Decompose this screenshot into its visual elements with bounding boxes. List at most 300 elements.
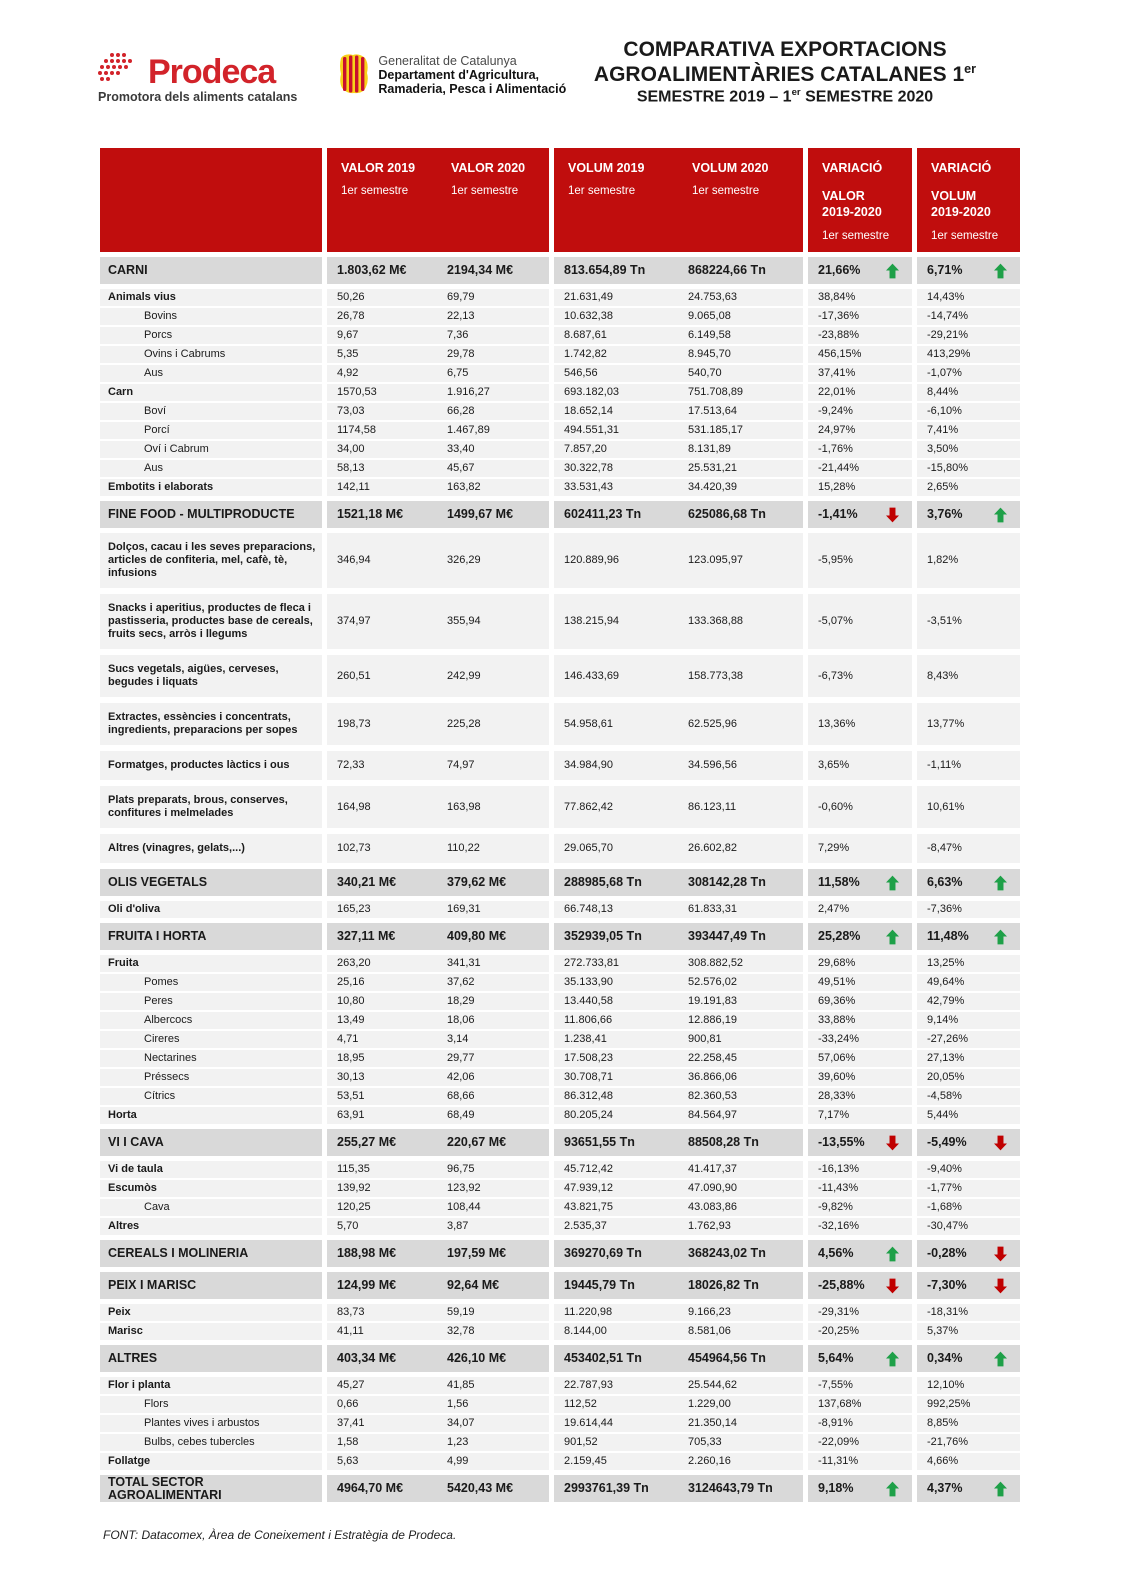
valor-2020-cell: 59,19 (437, 1304, 549, 1321)
volum-2019-cell: 602411,23 Tn (554, 501, 678, 528)
table-row (100, 1129, 1020, 1156)
category-cell: Peix (100, 1304, 322, 1321)
valor-2020-cell: 379,62 M€ (437, 869, 549, 896)
variacio-valor-cell: -11,31% (808, 1453, 912, 1470)
table-row (100, 1012, 1020, 1029)
table-row (100, 365, 1020, 382)
table-row (100, 955, 1020, 972)
valor-2020-cell: 1.467,89 (437, 422, 549, 439)
trend-down-icon (886, 507, 899, 523)
volum-2020-cell: 82.360,53 (678, 1088, 803, 1105)
table-row (100, 1272, 1020, 1299)
variacio-volum-cell: 27,13% (917, 1050, 1020, 1067)
variacio-volum-cell: -30,47% (917, 1218, 1020, 1235)
table-row (100, 923, 1020, 950)
valor-2020-cell: 32,78 (437, 1323, 549, 1340)
variacio-valor-cell: 25,28% (808, 923, 912, 950)
volum-2019-cell: 77.862,42 (554, 786, 678, 828)
valor-2019-cell: 124,99 M€ (327, 1272, 437, 1299)
volum-2020-cell: 368243,02 Tn (678, 1240, 803, 1267)
volum-2019-cell: 80.205,24 (554, 1107, 678, 1124)
table-row (100, 786, 1020, 828)
header-variacio-volum: VARIACIÓ VOLUM 2019-2020 1er semestre (917, 148, 1020, 252)
category-cell: Peres (100, 993, 322, 1010)
table-row (100, 901, 1020, 918)
table-row (100, 1415, 1020, 1432)
variacio-valor-cell: -20,25% (808, 1323, 912, 1340)
valor-2019-cell: 142,11 (327, 479, 437, 496)
variacio-volum-cell: -8,47% (917, 834, 1020, 863)
volum-2020-cell: 625086,68 Tn (678, 501, 803, 528)
variacio-volum-cell: 7,41% (917, 422, 1020, 439)
variacio-volum-cell: 13,25% (917, 955, 1020, 972)
volum-2019-cell: 2993761,39 Tn (554, 1475, 678, 1502)
volum-2019-cell: 30.708,71 (554, 1069, 678, 1086)
variacio-volum-cell: -4,58% (917, 1088, 1020, 1105)
volum-2020-cell: 24.753,63 (678, 289, 803, 306)
volum-2020-cell: 158.773,38 (678, 655, 803, 697)
volum-2019-cell: 43.821,75 (554, 1199, 678, 1216)
valor-2019-cell: 63,91 (327, 1107, 437, 1124)
category-cell: Animals vius (100, 289, 322, 306)
volum-2020-cell: 531.185,17 (678, 422, 803, 439)
variacio-valor-cell: -5,95% (808, 533, 912, 588)
valor-2020-cell: 6,75 (437, 365, 549, 382)
valor-2020-cell: 409,80 M€ (437, 923, 549, 950)
variacio-valor-cell: 69,36% (808, 993, 912, 1010)
trend-down-icon (994, 1246, 1007, 1262)
volum-2020-cell: 25.531,21 (678, 460, 803, 477)
volum-2020-cell: 62.525,96 (678, 703, 803, 745)
table-row (100, 1240, 1020, 1267)
category-cell: Fruita (100, 955, 322, 972)
variacio-volum-cell: -21,76% (917, 1434, 1020, 1451)
prodeca-dots-icon (98, 52, 142, 87)
valor-2020-cell: 225,28 (437, 703, 549, 745)
variacio-valor-cell: 7,29% (808, 834, 912, 863)
valor-2019-cell: 4964,70 M€ (327, 1475, 437, 1502)
trend-down-icon (994, 1135, 1007, 1151)
volum-2019-cell: 29.065,70 (554, 834, 678, 863)
generalitat-line2: Departament d'Agricultura, (378, 68, 540, 82)
variacio-volum-cell: 49,64% (917, 974, 1020, 991)
valor-2020-cell: 341,31 (437, 955, 549, 972)
variacio-valor-cell: -7,55% (808, 1377, 912, 1394)
table-row (100, 1434, 1020, 1451)
valor-2019-cell: 115,35 (327, 1161, 437, 1178)
volum-2019-cell: 138.215,94 (554, 594, 678, 649)
category-cell: Aus (100, 365, 322, 382)
header-valor-group (327, 148, 549, 252)
valor-2020-cell: 197,59 M€ (437, 1240, 549, 1267)
header-variacio-valor: VARIACIÓ VALOR 2019-2020 1er semestre (808, 148, 912, 252)
volum-2020-cell: 308.882,52 (678, 955, 803, 972)
category-cell: Bulbs, cebes tubercles (100, 1434, 322, 1451)
valor-2019-cell: 5,63 (327, 1453, 437, 1470)
table-row (100, 1031, 1020, 1048)
volum-2020-cell: 393447,49 Tn (678, 923, 803, 950)
volum-2019-cell: 546,56 (554, 365, 678, 382)
category-cell: Carn (100, 384, 322, 401)
volum-2020-cell: 36.866,06 (678, 1069, 803, 1086)
valor-2020-cell: 42,06 (437, 1069, 549, 1086)
valor-2019-cell: 340,21 M€ (327, 869, 437, 896)
category-cell: Dolços, cacau i les seves preparacions, articles de confiteria, mel, cafè, tè, infusions (100, 533, 322, 588)
variacio-valor-cell: 38,84% (808, 289, 912, 306)
valor-2019-cell: 37,41 (327, 1415, 437, 1432)
table-row (100, 1088, 1020, 1105)
trend-up-icon (994, 507, 1007, 523)
valor-2019-cell: 164,98 (327, 786, 437, 828)
category-cell: Formatges, productes làctics i ous (100, 751, 322, 780)
variacio-valor-cell: -16,13% (808, 1161, 912, 1178)
volum-2019-cell: 813.654,89 Tn (554, 257, 678, 284)
variacio-volum-cell: -18,31% (917, 1304, 1020, 1321)
variacio-volum-cell: 4,37% (917, 1475, 1020, 1502)
category-cell: CEREALS I MOLINERIA (100, 1240, 322, 1267)
variacio-valor-cell: -23,88% (808, 327, 912, 344)
table-row (100, 533, 1020, 588)
valor-2020-cell: 220,67 M€ (437, 1129, 549, 1156)
variacio-valor-cell: 4,56% (808, 1240, 912, 1267)
volum-2019-cell: 13.440,58 (554, 993, 678, 1010)
category-cell: Snacks i aperitius, productes de fleca i pastisseria, productes base de cereals, fruits secs, arròs i llegums (100, 594, 322, 649)
table-row (100, 1475, 1020, 1502)
volum-2019-cell: 45.712,42 (554, 1161, 678, 1178)
table-row (100, 346, 1020, 363)
category-cell: Plantes vives i arbustos (100, 1415, 322, 1432)
variacio-volum-cell: 1,82% (917, 533, 1020, 588)
table-row (100, 460, 1020, 477)
volum-2020-cell: 540,70 (678, 365, 803, 382)
category-cell: Embotits i elaborats (100, 479, 322, 496)
trend-up-icon (886, 1351, 899, 1367)
variacio-valor-cell: -9,82% (808, 1199, 912, 1216)
title-line3: SEMESTRE 2019 – 1er SEMESTRE 2020 (636, 87, 934, 106)
variacio-volum-cell: -29,21% (917, 327, 1020, 344)
generalitat-text (378, 54, 566, 96)
senyera-icon (339, 54, 369, 99)
table-row (100, 1396, 1020, 1413)
valor-2020-cell: 7,36 (437, 327, 549, 344)
category-cell: Follatge (100, 1453, 322, 1470)
volum-2019-cell: 21.631,49 (554, 289, 678, 306)
trend-down-icon (886, 1135, 899, 1151)
variacio-valor-cell: -21,44% (808, 460, 912, 477)
volum-2019-cell: 22.787,93 (554, 1377, 678, 1394)
table-row (100, 1161, 1020, 1178)
valor-2020-cell: 169,31 (437, 901, 549, 918)
variacio-volum-cell: 413,29% (917, 346, 1020, 363)
valor-2019-cell: 10,80 (327, 993, 437, 1010)
variacio-volum-cell: 8,43% (917, 655, 1020, 697)
volum-2019-cell: 11.220,98 (554, 1304, 678, 1321)
valor-2019-cell: 1,58 (327, 1434, 437, 1451)
valor-2019-cell: 102,73 (327, 834, 437, 863)
volum-2019-cell: 453402,51 Tn (554, 1345, 678, 1372)
table-row (100, 257, 1020, 284)
table-row (100, 289, 1020, 306)
valor-2019-cell: 120,25 (327, 1199, 437, 1216)
variacio-volum-cell: 6,71% (917, 257, 1020, 284)
prodeca-logo (98, 52, 297, 104)
source-note: FONT: Datacomex, Àrea de Coneixement i Estratègia de Prodeca. (103, 1528, 457, 1542)
valor-2019-cell: 73,03 (327, 403, 437, 420)
generalitat-line1: Generalitat de Catalunya (378, 54, 517, 68)
valor-2020-cell: 326,29 (437, 533, 549, 588)
valor-2019-cell: 5,70 (327, 1218, 437, 1235)
valor-2020-cell: 37,62 (437, 974, 549, 991)
table-row (100, 1199, 1020, 1216)
category-cell: Plats preparats, brous, conserves, confitures i melmelades (100, 786, 322, 828)
valor-2020-cell: 242,99 (437, 655, 549, 697)
category-cell: Marisc (100, 1323, 322, 1340)
variacio-valor-cell: -25,88% (808, 1272, 912, 1299)
volum-2019-cell: 2.535,37 (554, 1218, 678, 1235)
volum-2020-cell: 88508,28 Tn (678, 1129, 803, 1156)
table-row (100, 327, 1020, 344)
variacio-valor-cell: -9,24% (808, 403, 912, 420)
variacio-volum-cell: 5,44% (917, 1107, 1020, 1124)
volum-2019-cell: 10.632,38 (554, 308, 678, 325)
trend-up-icon (994, 929, 1007, 945)
volum-2019-cell: 86.312,48 (554, 1088, 678, 1105)
volum-2020-cell: 133.368,88 (678, 594, 803, 649)
category-cell: VI I CAVA (100, 1129, 322, 1156)
variacio-valor-cell: -8,91% (808, 1415, 912, 1432)
category-cell: ALTRES (100, 1345, 322, 1372)
valor-2020-cell: 355,94 (437, 594, 549, 649)
variacio-volum-cell: -7,36% (917, 901, 1020, 918)
variacio-volum-cell: 9,14% (917, 1012, 1020, 1029)
variacio-valor-cell: -33,24% (808, 1031, 912, 1048)
variacio-volum-cell: -27,26% (917, 1031, 1020, 1048)
variacio-valor-cell: 5,64% (808, 1345, 912, 1372)
table-row (100, 1218, 1020, 1235)
table-row (100, 308, 1020, 325)
table-row (100, 403, 1020, 420)
variacio-volum-cell: 20,05% (917, 1069, 1020, 1086)
valor-2019-cell: 198,73 (327, 703, 437, 745)
valor-2019-cell: 26,78 (327, 308, 437, 325)
variacio-valor-cell: -0,60% (808, 786, 912, 828)
category-cell: Extractes, essències i concentrats, ingredients, preparacions per sopes (100, 703, 322, 745)
category-cell: Oví i Cabrum (100, 441, 322, 458)
volum-2019-cell: 33.531,43 (554, 479, 678, 496)
category-cell: CARNI (100, 257, 322, 284)
valor-2020-cell: 74,97 (437, 751, 549, 780)
variacio-valor-cell: 57,06% (808, 1050, 912, 1067)
volum-2020-cell: 26.602,82 (678, 834, 803, 863)
valor-2019-cell: 1.803,62 M€ (327, 257, 437, 284)
valor-2019-cell: 0,66 (327, 1396, 437, 1413)
table-row (100, 1050, 1020, 1067)
valor-2020-cell: 1499,67 M€ (437, 501, 549, 528)
exports-table (100, 148, 1020, 1507)
valor-2019-cell: 403,34 M€ (327, 1345, 437, 1372)
valor-2020-cell: 96,75 (437, 1161, 549, 1178)
category-cell: FRUITA I HORTA (100, 923, 322, 950)
variacio-volum-cell: 8,44% (917, 384, 1020, 401)
valor-2020-cell: 163,98 (437, 786, 549, 828)
variacio-valor-cell: -6,73% (808, 655, 912, 697)
trend-up-icon (886, 1246, 899, 1262)
table-body (100, 257, 1020, 1502)
valor-2019-cell: 53,51 (327, 1088, 437, 1105)
volum-2020-cell: 308142,28 Tn (678, 869, 803, 896)
variacio-volum-cell: 6,63% (917, 869, 1020, 896)
category-cell: Flor i planta (100, 1377, 322, 1394)
valor-2020-cell: 1,23 (437, 1434, 549, 1451)
volum-2019-cell: 693.182,03 (554, 384, 678, 401)
generalitat-line3: Ramaderia, Pesca i Alimentació (378, 82, 567, 96)
volum-2019-cell: 30.322,78 (554, 460, 678, 477)
variacio-valor-cell: 9,18% (808, 1475, 912, 1502)
valor-2019-cell: 255,27 M€ (327, 1129, 437, 1156)
volum-2019-cell: 8.687,61 (554, 327, 678, 344)
volum-2020-cell: 41.417,37 (678, 1161, 803, 1178)
volum-2020-cell: 6.149,58 (678, 327, 803, 344)
volum-2020-cell: 61.833,31 (678, 901, 803, 918)
volum-2019-cell: 272.733,81 (554, 955, 678, 972)
category-cell: Altres (100, 1218, 322, 1235)
valor-2020-cell: 68,49 (437, 1107, 549, 1124)
variacio-volum-cell: 8,85% (917, 1415, 1020, 1432)
category-cell: OLIS VEGETALS (100, 869, 322, 896)
volum-2019-cell: 35.133,90 (554, 974, 678, 991)
volum-2019-cell: 34.984,90 (554, 751, 678, 780)
variacio-valor-cell: 7,17% (808, 1107, 912, 1124)
table-row (100, 1069, 1020, 1086)
volum-2020-cell: 34.596,56 (678, 751, 803, 780)
variacio-valor-cell: 28,33% (808, 1088, 912, 1105)
category-cell: Cava (100, 1199, 322, 1216)
valor-2020-cell: 110,22 (437, 834, 549, 863)
title-line1: COMPARATIVA EXPORTACIONS (623, 38, 947, 61)
category-cell: Préssecs (100, 1069, 322, 1086)
volum-2020-cell: 8.945,70 (678, 346, 803, 363)
volum-2020-cell: 52.576,02 (678, 974, 803, 991)
variacio-valor-cell: -1,76% (808, 441, 912, 458)
volum-2020-cell: 1.229,00 (678, 1396, 803, 1413)
header-volum-group (554, 148, 803, 252)
volum-2019-cell: 17.508,23 (554, 1050, 678, 1067)
volum-2019-cell: 18.652,14 (554, 403, 678, 420)
table-row (100, 1180, 1020, 1197)
variacio-valor-cell: 11,58% (808, 869, 912, 896)
volum-2019-cell: 2.159,45 (554, 1453, 678, 1470)
volum-2020-cell: 18026,82 Tn (678, 1272, 803, 1299)
volum-2020-cell: 17.513,64 (678, 403, 803, 420)
variacio-valor-cell: 37,41% (808, 365, 912, 382)
title-line2: AGROALIMENTÀRIES CATALANES 1er (593, 62, 977, 86)
table-row (100, 834, 1020, 863)
variacio-volum-cell: 0,34% (917, 1345, 1020, 1372)
variacio-volum-cell: 14,43% (917, 289, 1020, 306)
valor-2020-cell: 69,79 (437, 289, 549, 306)
header-category-cell (100, 148, 322, 252)
valor-2019-cell: 327,11 M€ (327, 923, 437, 950)
volum-2020-cell: 84.564,97 (678, 1107, 803, 1124)
header-volum-2020: VOLUM 2020 1er semestre (692, 161, 769, 197)
category-cell: Cireres (100, 1031, 322, 1048)
category-cell: Altres (vinagres, gelats,...) (100, 834, 322, 863)
volum-2020-cell: 868224,66 Tn (678, 257, 803, 284)
volum-2019-cell: 47.939,12 (554, 1180, 678, 1197)
valor-2019-cell: 41,11 (327, 1323, 437, 1340)
table-row (100, 1107, 1020, 1124)
trend-up-icon (994, 1351, 1007, 1367)
valor-2020-cell: 68,66 (437, 1088, 549, 1105)
valor-2020-cell: 66,28 (437, 403, 549, 420)
variacio-volum-cell: 10,61% (917, 786, 1020, 828)
trend-up-icon (886, 875, 899, 891)
volum-2020-cell: 8.581,06 (678, 1323, 803, 1340)
valor-2019-cell: 260,51 (327, 655, 437, 697)
valor-2020-cell: 163,82 (437, 479, 549, 496)
valor-2019-cell: 263,20 (327, 955, 437, 972)
valor-2020-cell: 426,10 M€ (437, 1345, 549, 1372)
volum-2020-cell: 1.762,93 (678, 1218, 803, 1235)
volum-2020-cell: 9.166,23 (678, 1304, 803, 1321)
trend-up-icon (994, 1481, 1007, 1497)
volum-2019-cell: 901,52 (554, 1434, 678, 1451)
valor-2020-cell: 29,77 (437, 1050, 549, 1067)
valor-2019-cell: 58,13 (327, 460, 437, 477)
variacio-volum-cell: -14,74% (917, 308, 1020, 325)
table-row (100, 422, 1020, 439)
variacio-volum-cell: -5,49% (917, 1129, 1020, 1156)
volum-2020-cell: 19.191,83 (678, 993, 803, 1010)
trend-up-icon (886, 1481, 899, 1497)
valor-2020-cell: 29,78 (437, 346, 549, 363)
category-cell: Pomes (100, 974, 322, 991)
category-cell: Porcs (100, 327, 322, 344)
variacio-volum-cell: -1,68% (917, 1199, 1020, 1216)
valor-2020-cell: 108,44 (437, 1199, 549, 1216)
valor-2019-cell: 30,13 (327, 1069, 437, 1086)
volum-2020-cell: 21.350,14 (678, 1415, 803, 1432)
variacio-volum-cell: 3,50% (917, 441, 1020, 458)
category-cell: Bovins (100, 308, 322, 325)
variacio-valor-cell: 456,15% (808, 346, 912, 363)
valor-2020-cell: 3,14 (437, 1031, 549, 1048)
volum-2020-cell: 751.708,89 (678, 384, 803, 401)
variacio-volum-cell: 12,10% (917, 1377, 1020, 1394)
variacio-volum-cell: 3,76% (917, 501, 1020, 528)
table-row (100, 501, 1020, 528)
category-cell: Nectarines (100, 1050, 322, 1067)
variacio-valor-cell: 22,01% (808, 384, 912, 401)
variacio-volum-cell: 5,37% (917, 1323, 1020, 1340)
valor-2020-cell: 1,56 (437, 1396, 549, 1413)
variacio-valor-cell: -32,16% (808, 1218, 912, 1235)
valor-2019-cell: 1570,53 (327, 384, 437, 401)
variacio-valor-cell: -1,41% (808, 501, 912, 528)
volum-2019-cell: 19.614,44 (554, 1415, 678, 1432)
table-row (100, 479, 1020, 496)
prodeca-tagline: Promotora dels aliments catalans (98, 90, 298, 104)
volum-2019-cell: 494.551,31 (554, 422, 678, 439)
variacio-valor-cell: -29,31% (808, 1304, 912, 1321)
variacio-volum-cell: -1,11% (917, 751, 1020, 780)
valor-2020-cell: 3,87 (437, 1218, 549, 1235)
volum-2019-cell: 93651,55 Tn (554, 1129, 678, 1156)
volum-2020-cell: 2.260,16 (678, 1453, 803, 1470)
category-cell: Vi de taula (100, 1161, 322, 1178)
header-valor-2020: VALOR 2020 1er semestre (451, 161, 526, 197)
variacio-valor-cell: 39,60% (808, 1069, 912, 1086)
